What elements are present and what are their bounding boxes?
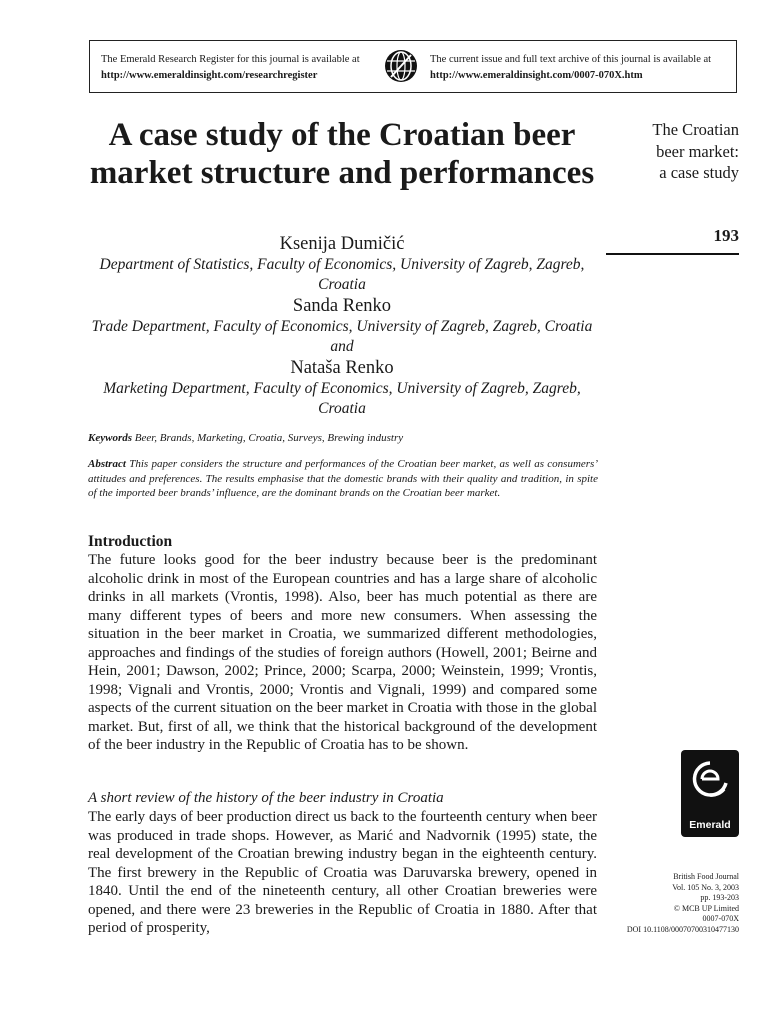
author-affiliation: Department of Statistics, Faculty of Economics, University of Zagreb, Zagreb, Croatia xyxy=(99,256,585,293)
research-register-text: The Emerald Research Register for this journal is available at xyxy=(101,54,360,65)
emerald-logo-icon xyxy=(690,759,730,805)
journal-volume: Vol. 105 No. 3, 2003 xyxy=(672,882,739,892)
journal-info xyxy=(600,872,739,935)
journal-doi: DOI 10.1108/00070700310477130 xyxy=(626,924,739,934)
author-affiliation: Trade Department, Faculty of Economics, University of Zagreb, Zagreb, Croatia and xyxy=(91,318,593,355)
running-title-line: The Croatian xyxy=(652,120,739,139)
running-title xyxy=(606,119,739,184)
globe-icon xyxy=(384,49,418,83)
keywords-text: Beer, Brands, Marketing, Croatia, Surveys, Brewing industry xyxy=(134,432,404,444)
abstract-text: This paper considers the structure and performances of the Croatian beer market, as well as consumers’ attitudes and preferences. The results emphasise that the domestic brands with their quality and tradition, in spite of the imported beer brands’ influence, are the dominant brands on the Croatian beer market. xyxy=(88,458,598,499)
author-name: Nataša Renko xyxy=(290,358,394,378)
keywords xyxy=(88,431,598,446)
journal-pages: pp. 193-203 xyxy=(700,893,739,902)
journal-banner xyxy=(89,40,737,93)
author-affiliation: Marketing Department, Faculty of Economics, University of Zagreb, Zagreb, Croatia xyxy=(103,380,581,417)
history-heading: A short review of the history of the beer industry in Croatia xyxy=(88,790,444,806)
introduction-paragraph: The future looks good for the beer industry because beer is the predominant alcoholic drink in most of the European countries and has a large share of alcoholic drinks in all markets (Vrontis, 1998). Also, beer has much potential as there are many different types of beers and more new consumers. When assessing the situation in the beer market in Croatia, we summarized different methodologies, approaches and findings of the studies of foreign authors (Howell, 2001; Beirne and Hein, 2001; Dawson, 2002; Prince, 2000; Scarpa, 2000; Weinstein, 1999; Vrontis, 1998; Vignali and Vrontis, 2000; Vrontis and Vignali, 1999) and compared some aspects of the current situation on the beer market in Croatia with those in the global market. But, first of all, we think that the historical background of the development of the beer industry in the Republic of Croatia has to be shown. xyxy=(88,552,597,753)
paper-title: A case study of the Croatian beer market structure and performances xyxy=(89,117,595,191)
author-block xyxy=(88,233,596,419)
emerald-logo-text: Emerald xyxy=(689,819,731,831)
research-register-notice xyxy=(101,52,376,84)
page-number: 193 xyxy=(713,226,739,245)
running-title-line: beer market: xyxy=(656,141,739,161)
journal-issn: 0007-070X xyxy=(702,914,739,923)
margin-divider xyxy=(606,253,739,255)
running-title-line: a case study xyxy=(659,163,739,182)
history-paragraph: The early days of beer production direct us back to the fourteenth century when beer was produced in trade shops. However, as Marić and Nadvornik (1995) state, the real development of the Croatian brewing industry began in the eighteenth century. The first brewery in the Republic of Croatia was Daruvarska brewery, opened in 1840. Until the end of the nineteenth century, all other Croatian breweries were opened, and there were 23 breweries in the Republic of Croatia in 1880. After that period of prosperity, xyxy=(88,809,597,936)
abstract-label: Abstract xyxy=(88,458,126,470)
full-text-archive-link[interactable]: http://www.emeraldinsight.com/0007-070X.htm xyxy=(430,70,643,81)
journal-name: British Food Journal xyxy=(673,872,739,881)
abstract xyxy=(88,457,598,501)
author-name: Ksenija Dumičić xyxy=(279,234,405,254)
introduction-heading: Introduction xyxy=(88,533,173,550)
research-register-link[interactable]: http://www.emeraldinsight.com/researchregister xyxy=(101,70,318,81)
full-text-archive-text: The current issue and full text archive of this journal is available at xyxy=(430,54,712,65)
emerald-logo xyxy=(681,750,739,837)
journal-copyright: © MCB UP Limited xyxy=(673,903,739,913)
keywords-label: Keywords xyxy=(88,432,132,444)
author-name: Sanda Renko xyxy=(292,296,392,316)
full-text-archive-notice xyxy=(430,52,730,84)
